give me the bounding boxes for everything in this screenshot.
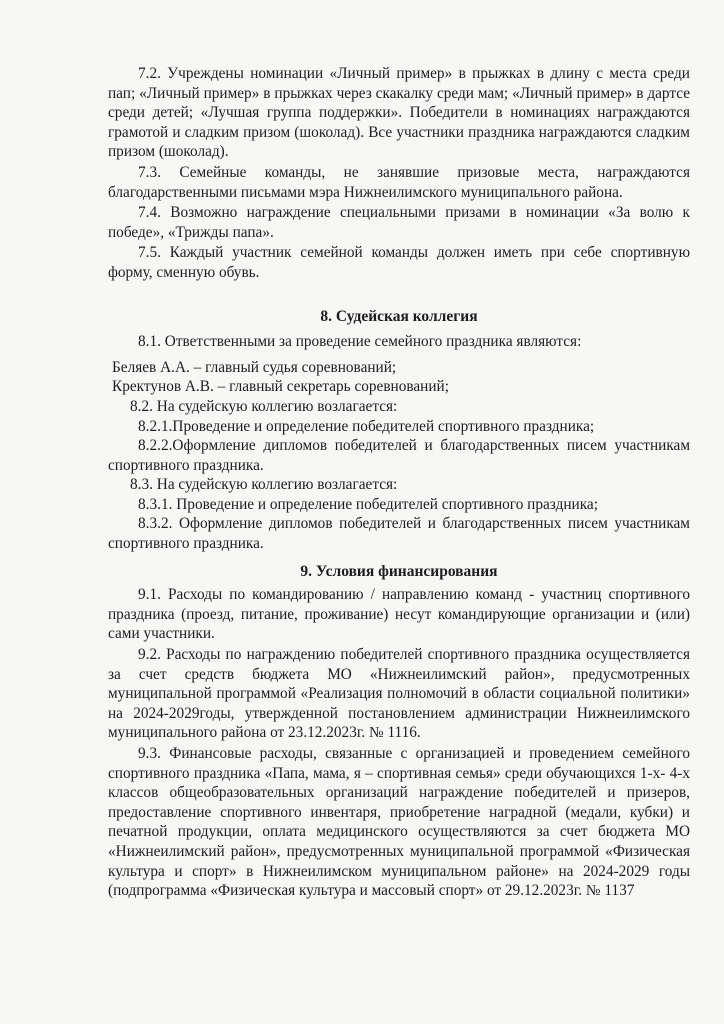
paragraph-7-4: 7.4. Возможно награждение специальными призами в номинации «За волю к победе», «Трижды папа». — [108, 204, 690, 241]
paragraph-7-2: 7.2. Учреждены номинации «Личный пример» в прыжках в длину с места среди пап; «Личный пример» в прыжках через скакалку среди мам; «Личный пример» в дартсе среди детей; «Лучшая группа поддержки». Победители в номинациях награждаются грамотой и сладким призом (шоколад). Все участники праздника награждаются сладким призом (шоколад). — [108, 65, 690, 161]
paragraph-8-2-1: 8.2.1.Проведение и определение победителей спортивного праздника; — [138, 417, 595, 435]
section-8-heading: 8. Судейская коллегия — [320, 307, 478, 325]
paragraph-8-2: 8.2. На судейскую коллегию возлагается: — [130, 397, 398, 415]
chief-judge-line: Беляев А.А. – главный судья соревнований; — [112, 358, 397, 376]
section-9-heading: 9. Условия финансирования — [300, 562, 498, 580]
paragraph-8-3: 8.3. На судейскую коллегию возлагается: — [130, 476, 398, 494]
chief-secretary-line: Кректунов А.В. – главный секретарь соревнований; — [112, 378, 449, 396]
paragraph-9-1: 9.1. Расходы по командированию / направлению команд - участниц спортивного праздника (проезд, питание, проживание) несут командирующие организации и (или) сами участники. — [108, 586, 690, 643]
paragraph-7-3: 7.3. Семейные команды, не занявшие призовые места, награждаются благодарственными письмами мэра Нижнеилимского муниципального района. — [108, 163, 690, 201]
paragraph-8-1: 8.1. Ответственными за проведение семейного праздника являются: — [138, 333, 582, 351]
paragraph-8-3-2: 8.3.2. Оформление дипломов победителей и благодарственных писем участникам спортивного праздника. — [108, 515, 690, 553]
paragraph-8-3-1: 8.3.1. Проведение и определение победителей спортивного праздника; — [138, 495, 598, 513]
paragraph-8-2-2: 8.2.2.Оформление дипломов победителей и благодарственных писем участникам спортивного праздника. — [108, 437, 690, 474]
paragraph-9-2: 9.2. Расходы по награждению победителей спортивного праздника осуществляется за счет средств бюджета МО «Нижнеилимский район», предусмотренных муниципальной программой «Реализация полномочий в области социальной политики» на 2024-2029годы, утвержденной постановлением администрации Нижнеилимского муниципального района от 23.12.2023г. № 1116. — [108, 646, 690, 742]
paragraph-9-3: 9.3. Финансовые расходы, связанные с организацией и проведением семейного спортивного праздника «Папа, мама, я – спортивная семья» среди обучающихся 1-х- 4-х классов общеобразовательных организаций награждение победителей и призеров, предоставление спортивного инвентаря, приобретение наградной (медали, кубки) и печатной продукции, оплата медицинского осуществляются за счет бюджета МО «Нижнеилимский район», предусмотренных муниципальной программой «Физическая культура и спорт» в Нижнеилимском муниципальном районе» на 2024-2029 годы (подпрограмма «Физическая культура и массовый спорт» от 29.12.2023г. № 1137 — [108, 745, 690, 900]
paragraph-7-5: 7.5. Каждый участник семейной команды должен иметь при себе спортивную форму, сменную обувь. — [108, 244, 690, 281]
